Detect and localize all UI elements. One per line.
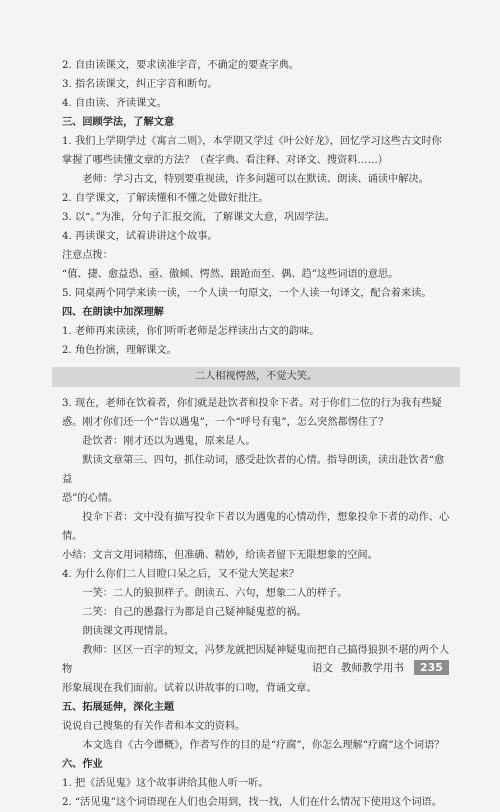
text-line: 5. 同桌两个同学来读一读，一个人读一句原文，一个人读一句译文，配合着来读。 [62,288,432,299]
text-line: 注意点拨： [62,250,113,261]
text-line: 3. 现在，老师在饮着者，你们就是赴饮者和投伞下者。对于你们二位的行为我有些疑 [62,398,442,409]
section-heading: 六、作业 [62,759,103,770]
text-line: 赴饮者：刚才还以为遇鬼，原来是人。 [82,436,256,447]
section-heading: 四、在朗读中加深理解 [62,307,164,318]
text-line: 老师：学习古文，特别要重视读，许多问题可以在默读、朗读、诵读中解决。 [82,174,429,185]
text-line: 形象展现在我们面前。试着以讲故事的口吻，背诵文章。 [62,683,317,694]
footer-book-title: 教师教学用书 [341,661,404,674]
text-line: 1. 我们上学期学过《寓言二则》，本学期又学过《叶公好龙》，回忆学习这些古文时你 [62,136,442,147]
page-number: 235 [414,660,449,675]
page-body [62,56,450,812]
text-line: 2. 自学课文，了解读懂和不懂之处做好批注。 [62,193,269,204]
text-line: 教师：区区一百字的短文，冯梦龙就把因疑神疑鬼而把自己搞得狼狈不堪的两个人物 [62,645,450,675]
text-line: 4. 再读课文，试着讲讲这个故事。 [62,231,218,242]
text-line: 朗读课文再现情景。 [82,626,175,637]
section-heading: 五、拓展延伸，深化主题 [62,702,175,713]
text-line: 1. 把《活见鬼》这个故事讲给其他人听一听。 [62,778,269,789]
text-line: 二笑：自己的愚蠢行为都是自己疑神疑鬼惹的祸。 [82,607,307,618]
text-line: 惑。刚才你们还一个“告以遇鬼”，一个“呼号有鬼”，怎么突然都愣住了？ [62,417,389,428]
page-footer [312,656,462,678]
footer-subject: 语文 [312,661,333,674]
text-line: 4. 自由读、齐读课文。 [62,98,167,109]
text-line: 4. 为什么你们二人目瞪口呆之后，又不觉大笑起来？ [62,569,300,580]
text-line: 1. 老师再来读读，你们听听老师是怎样读出古文的韵味。 [62,326,320,337]
section-heading: 三、回顾学法，了解文意 [62,117,175,128]
text-line: 默读文章第三、四句，抓住动词，感受赴饮者的心情。指导朗读，读出赴饮者“愈益 [62,455,445,485]
text-line: “值、捷、愈益恐、亟、傲倾、愕然、踉跄而至、偶、趋”这些词语的意思。 [62,269,399,280]
text-line: 投伞下者：文中没有描写投伞下者以为遇鬼的心情动作，想象投伞下者的动作、心情。 [62,512,450,542]
text-line: 3. 指名读课文，纠正字音和断句。 [62,79,218,90]
text-line: 说说自己搜集的有关作者和本文的资料。 [62,721,246,732]
text-line: 2. “活见鬼”这个词语现在人们也会用到，找一找，人们在什么情况下使用这个词语。 [62,797,442,808]
text-line: 一笑：二人的狼狈样子。朗读五、六句，想象二人的样子。 [82,588,348,599]
text-line: 小结：文言文用词精练，但准确、精妙，给读者留下无限想象的空间。 [62,550,378,561]
text-line: 2. 自由读课文，要求读准字音，不确定的要查字典。 [62,60,300,71]
text-line: 掌握了哪些读懂文章的方法？（查字典、看注释、对译文、搜资料……） [62,155,388,166]
text-line: 本文选自《古今谭概》，作者写作的目的是“疗腐”，你怎么理解“疗腐”这个词语？ [82,740,445,751]
text-line: 3. 以“。”为准，分句子汇报交流，了解课文大意，巩固学法。 [62,212,335,223]
text-line: 2. 角色扮演，理解课文。 [62,345,177,356]
text-line: 恐”的心情。 [62,493,119,504]
quote-callout: 二人相视愕然，不觉大笑。 [52,367,460,387]
